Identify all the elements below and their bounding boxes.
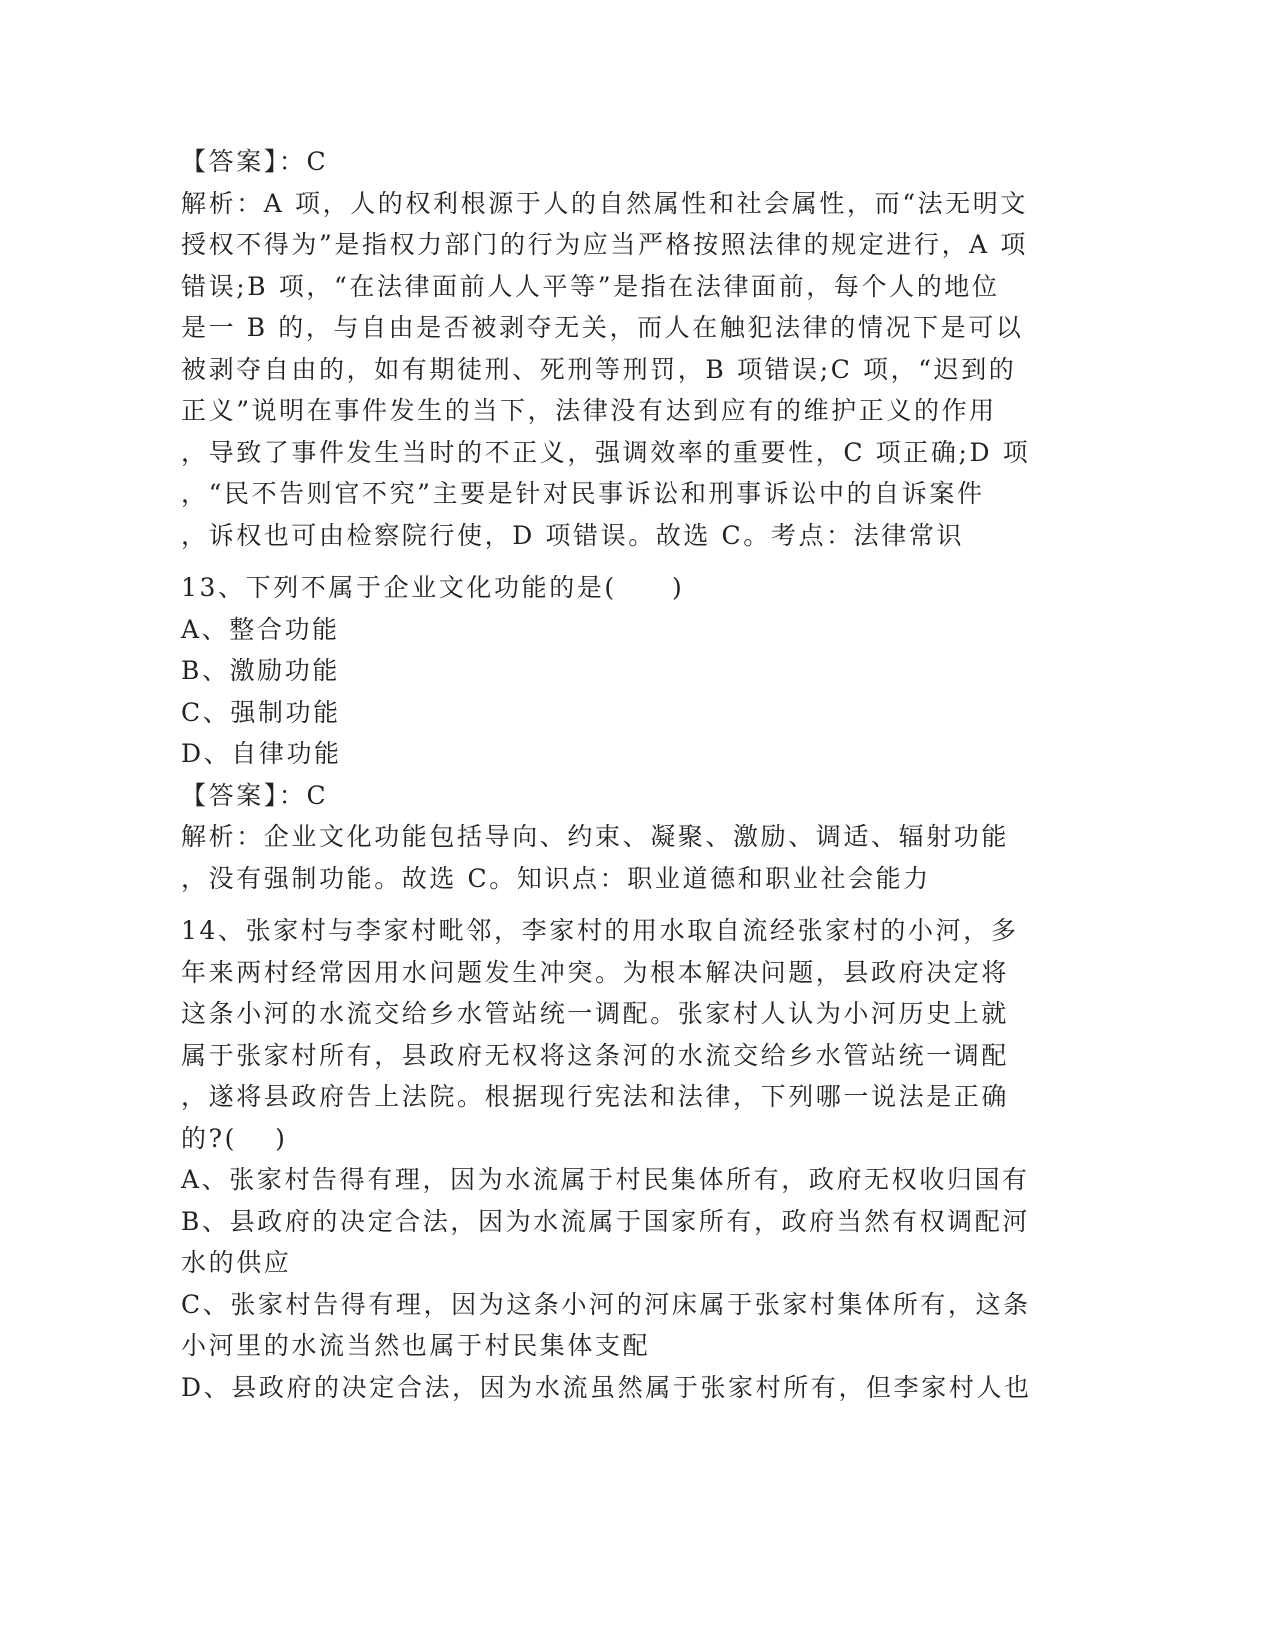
option-c-continued: 小河里的水流当然也属于村民集体支配 <box>181 1331 651 1360</box>
analysis-block <box>181 183 1051 557</box>
analysis-line: ，没有强制功能。故选 C。知识点：职业道德和职业社会能力 <box>181 863 931 893</box>
question-stem: 13、下列不属于企业文化功能的是( ) <box>181 573 685 602</box>
answer-label: 【答案】：C <box>181 780 329 810</box>
section-gap <box>181 899 1051 910</box>
option-c: C、强制功能 <box>181 697 341 727</box>
question-stem-line: 年来两村经常因用水问题发生冲突。为根本解决问题，县政府决定将 <box>181 957 1010 987</box>
analysis-line: 授权不得为”是指权力部门的行为应当严格按照法律的规定进行，A 项 <box>181 230 1028 259</box>
question-stem-line: 的?( ) <box>181 1123 288 1153</box>
option-d: D、自律功能 <box>181 739 342 768</box>
analysis-line: ，诉权也可由检察院行使，D 项错误。故选 C。考点：法律常识 <box>181 520 965 550</box>
option-a: A、整合功能 <box>181 614 340 644</box>
question-stem-line: 属于张家村所有，县政府无权将这条河的水流交给乡水管站统一调配 <box>181 1040 1010 1070</box>
option-b: B、县政府的决定合法，因为水流属于国家所有，政府当然有权调配河 <box>181 1206 1030 1236</box>
analysis-line: 是一 B 的，与自由是否被剥夺无关，而人在触犯法律的情况下是可以 <box>181 313 1024 342</box>
option-b: B、激励功能 <box>181 656 340 685</box>
option-c: C、张家村告得有理，因为这条小河的河床属于张家村集体所有，这条 <box>181 1289 1031 1319</box>
analysis-line: 正义”说明在事件发生的当下，法律没有达到应有的维护正义的作用 <box>181 396 997 425</box>
analysis-line: 解析：A 项，人的权利根源于人的自然属性和社会属性，而“法无明文 <box>181 188 1028 218</box>
option-d: D、县政府的决定合法，因为水流虽然属于张家村所有，但李家村人也 <box>181 1372 1032 1402</box>
question-stem-line: 14、张家村与李家村毗邻，李家村的用水取自流经张家村的小河，多 <box>181 916 1019 945</box>
analysis-line: ，导致了事件发生当时的不正义，强调效率的重要性，C 项正确;D 项 <box>181 437 1031 467</box>
analysis-line: 错误;B 项，“在法律面前人人平等”是指在法律面前，每个人的地位 <box>181 271 1000 301</box>
document-page <box>181 141 1051 1408</box>
question-13 <box>181 567 1051 899</box>
question-14 <box>181 910 1051 1408</box>
question-stem-line: ，遂将县政府告上法院。根据现行宪法和法律，下列哪一说法是正确 <box>181 1082 1010 1111</box>
analysis-line: 被剥夺自由的，如有期徒刑、死刑等刑罚，B 项错误;C 项，“迟到的 <box>181 354 1017 384</box>
section-gap <box>181 556 1051 567</box>
question-stem-line: 这条小河的水流交给乡水管站统一调配。张家村人认为小河历史上就 <box>181 999 1010 1028</box>
option-a: A、张家村告得有理，因为水流属于村民集体所有，政府无权收归国有 <box>181 1165 1030 1194</box>
answer-label: 【答案】：C <box>181 147 329 176</box>
analysis-line: ，“民不告则官不究”主要是针对民事诉讼和刑事诉讼中的自诉案件 <box>181 479 985 508</box>
analysis-line: 解析：企业文化功能包括导向、约束、凝聚、激励、调适、辐射功能 <box>181 822 1010 851</box>
option-b-continued: 水的供应 <box>181 1248 292 1277</box>
